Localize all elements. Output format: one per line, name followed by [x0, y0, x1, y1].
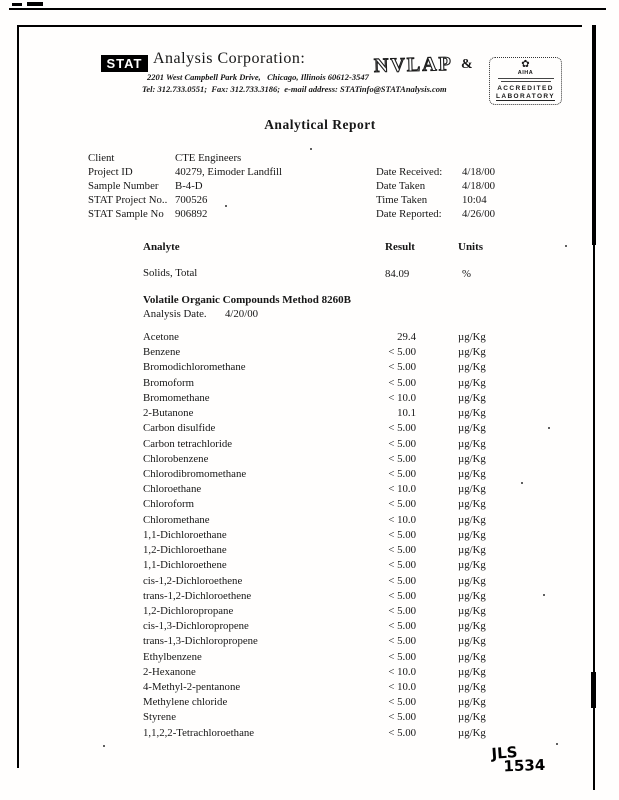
aiha-fine-print-line — [498, 78, 554, 80]
table-row — [143, 391, 503, 406]
scan-noise — [103, 745, 105, 747]
table-row — [143, 650, 503, 665]
info-row — [376, 165, 495, 179]
info-label: Sample Number — [88, 180, 159, 193]
analyte-result: < 5.00 — [388, 650, 416, 663]
analyte-units: µg/Kg — [458, 559, 486, 572]
analyte-name: cis-1,2-Dichloroethene — [143, 574, 243, 587]
analyte-name: Chloroethane — [143, 483, 202, 496]
analyte-name: 2-Hexanone — [143, 665, 196, 678]
analyte-result: < 10.0 — [388, 665, 416, 678]
table-row — [143, 360, 503, 375]
aiha-flower-icon: ✿ — [521, 59, 530, 70]
company-name: Analysis Corporation: — [153, 50, 306, 67]
scan-dash — [12, 3, 22, 6]
analyte-name: Styrene — [143, 711, 176, 724]
info-label: Project ID — [88, 166, 133, 179]
analyte-result: < 5.00 — [388, 726, 416, 739]
table-row — [143, 604, 503, 619]
analyte-result: < 10.0 — [388, 483, 416, 496]
analyte-name: Chloromethane — [143, 513, 210, 526]
analyte-result: < 5.00 — [388, 620, 416, 633]
analyte-result: < 5.00 — [388, 604, 416, 617]
analyte-units: µg/Kg — [458, 331, 486, 343]
table-row — [143, 680, 503, 695]
analyte-result: < 5.00 — [388, 467, 416, 480]
info-row — [88, 179, 282, 193]
table-row — [143, 421, 503, 436]
analyte-result: < 5.00 — [388, 498, 416, 511]
table-row — [143, 574, 503, 589]
analyte-units: µg/Kg — [458, 665, 486, 678]
table-row — [143, 513, 503, 528]
analyte-units: µg/Kg — [458, 681, 486, 694]
info-row — [88, 151, 282, 165]
page-border-right — [592, 25, 596, 245]
analysis-date-row — [143, 308, 258, 320]
stat-logo: STAT — [101, 55, 148, 72]
table-row — [143, 452, 503, 467]
table-row — [143, 726, 503, 741]
analyte-name: Benzene — [143, 346, 181, 359]
analyte-name: cis-1,3-Dichloropropene — [143, 620, 249, 633]
info-value: 40279, Eimoder Landfill — [175, 166, 283, 179]
info-row — [88, 207, 282, 221]
analyte-units: µg/Kg — [458, 437, 486, 450]
analyte-result: < 5.00 — [388, 544, 416, 557]
info-label: Client — [88, 152, 115, 164]
table-row — [143, 437, 503, 452]
analysis-date-label: Analysis Date. — [143, 308, 207, 320]
report-title: Analytical Report — [264, 117, 376, 132]
info-value: 4/26/00 — [462, 208, 495, 221]
scan-noise — [521, 482, 523, 484]
analyte-name: Carbon tetrachloride — [143, 437, 233, 450]
info-row — [376, 207, 495, 221]
analyte-result: < 5.00 — [388, 376, 416, 389]
info-row — [376, 179, 495, 193]
analyte-units: µg/Kg — [458, 696, 486, 709]
info-value: 4/18/00 — [462, 180, 495, 193]
info-label: STAT Sample No — [88, 208, 164, 221]
analyte-result: < 5.00 — [388, 422, 416, 435]
company-address: 2201 West Campbell Park Drive, Chicago, Illinois 60612-3547 — [147, 72, 369, 82]
aiha-laboratory-label: LABORATORY — [495, 93, 556, 100]
analyte-units: µg/Kg — [458, 498, 486, 511]
analyte-name: 1,1-Dichloroethane — [143, 528, 227, 541]
table-row — [143, 589, 503, 604]
analyte-result: 10.1 — [397, 407, 416, 420]
solids-result: 84.09 — [385, 268, 410, 280]
nvlap-logo: NVLAP — [373, 52, 454, 78]
handwritten-note-line: JLS — [490, 743, 519, 763]
analyte-result: < 5.00 — [388, 635, 416, 648]
analyte-name: Bromoform — [143, 376, 194, 389]
info-value: CTE Engineers — [175, 152, 242, 164]
analyte-result: < 5.00 — [388, 346, 416, 359]
analyte-name: 1,2-Dichloropropane — [143, 604, 234, 617]
scan-noise — [565, 245, 567, 247]
analyte-units: µg/Kg — [458, 650, 486, 663]
analyte-name: Carbon disulfide — [143, 422, 216, 435]
analyte-result: < 5.00 — [388, 361, 416, 374]
page-border-top — [18, 25, 582, 27]
column-header-analyte: Analyte — [143, 241, 180, 253]
analyte-result: < 10.0 — [388, 513, 416, 526]
solids-units: % — [462, 268, 471, 280]
page-border-left — [17, 25, 19, 768]
analyte-units: µg/Kg — [458, 574, 486, 587]
analyte-units: µg/Kg — [458, 726, 486, 739]
analyte-result: < 5.00 — [388, 711, 416, 724]
analyte-units: µg/Kg — [458, 635, 486, 648]
voc-table — [143, 330, 503, 741]
analyte-units: µg/Kg — [458, 589, 486, 602]
scan-edge-line — [9, 8, 606, 10]
column-header-result: Result — [385, 241, 415, 253]
analyte-name: Methylene chloride — [143, 696, 228, 709]
table-row — [143, 330, 503, 345]
analyte-name: Chloroform — [143, 498, 194, 511]
column-header-units: Units — [458, 241, 484, 253]
analyte-name: 4-Methyl-2-pentanone — [143, 681, 241, 694]
table-row — [143, 558, 503, 573]
handwritten-note — [491, 742, 546, 776]
analyte-units: µg/Kg — [458, 604, 486, 617]
analyte-result: < 5.00 — [388, 574, 416, 587]
analyte-units: µg/Kg — [458, 452, 486, 465]
analyte-result: < 5.00 — [388, 452, 416, 465]
analyte-name: Bromomethane — [143, 391, 210, 404]
analyte-units: µg/Kg — [458, 620, 486, 633]
table-row — [143, 695, 503, 710]
analyte-name: 1,2-Dichloroethane — [143, 544, 227, 557]
handwritten-note-line: 1534 — [503, 755, 546, 776]
table-row — [143, 345, 503, 360]
analyte-name: Ethylbenzene — [143, 650, 202, 663]
ampersand: & — [461, 57, 473, 72]
table-row — [143, 634, 503, 649]
scan-dash — [27, 2, 43, 6]
analysis-date-value: 4/20/00 — [225, 308, 258, 320]
table-row — [143, 467, 503, 482]
analyte-result: < 10.0 — [388, 681, 416, 694]
table-row — [143, 376, 503, 391]
aiha-fine-print-line — [501, 81, 551, 83]
analyte-result: < 5.00 — [388, 528, 416, 541]
analyte-result: < 5.00 — [388, 559, 416, 572]
info-value: 906892 — [175, 208, 208, 221]
analyte-result: < 5.00 — [388, 589, 416, 602]
voc-section-title: Volatile Organic Compounds Method 8260B — [143, 294, 352, 306]
scan-noise — [310, 148, 312, 150]
table-row — [143, 528, 503, 543]
analyte-units: µg/Kg — [458, 467, 486, 480]
analyte-result: 29.4 — [397, 331, 416, 343]
info-row — [376, 193, 495, 207]
analyte-name: 2-Butanone — [143, 407, 194, 420]
analyte-units: µg/Kg — [458, 483, 486, 496]
analyte-units: µg/Kg — [458, 361, 486, 374]
scan-noise — [543, 594, 545, 596]
analyte-units: µg/Kg — [458, 391, 486, 404]
info-label: Date Received: — [376, 166, 443, 178]
info-row — [88, 165, 282, 179]
analyte-units: µg/Kg — [458, 346, 486, 359]
page-border-right — [591, 672, 596, 708]
analyte-units: µg/Kg — [458, 376, 486, 389]
analyte-result: < 10.0 — [388, 391, 416, 404]
analyte-name: 1,1,2,2-Tetrachloroethane — [143, 726, 255, 739]
info-right — [376, 165, 495, 221]
table-row — [143, 497, 503, 512]
analyte-name: Chlorobenzene — [143, 452, 209, 465]
info-value: B-4-D — [175, 180, 203, 193]
aiha-accreditation-seal — [489, 57, 562, 105]
analyte-name: 1,1-Dichloroethene — [143, 559, 227, 572]
info-label: STAT Project No.. — [88, 194, 168, 207]
info-label: Time Taken — [376, 194, 428, 207]
scan-noise — [556, 743, 558, 745]
analyte-units: µg/Kg — [458, 711, 486, 724]
analyte-name: Chlorodibromomethane — [143, 467, 247, 480]
analyte-units: µg/Kg — [458, 407, 486, 420]
info-value: 10:04 — [462, 194, 487, 207]
table-row — [143, 406, 503, 421]
analyte-units: µg/Kg — [458, 513, 486, 526]
analyte-units: µg/Kg — [458, 528, 486, 541]
analyte-name: trans-1,2-Dichloroethene — [143, 589, 252, 602]
table-row — [143, 482, 503, 497]
analyte-result: < 5.00 — [388, 696, 416, 709]
analyte-units: µg/Kg — [458, 544, 486, 557]
info-label: Date Reported: — [376, 208, 442, 221]
info-value: 700526 — [175, 194, 208, 207]
analyte-name: Bromodichloromethane — [143, 361, 246, 374]
info-label: Date Taken — [376, 180, 426, 193]
analyte-result: < 5.00 — [388, 437, 416, 450]
analyte-units: µg/Kg — [458, 422, 486, 435]
table-row — [143, 665, 503, 680]
analyte-name: Acetone — [143, 331, 179, 343]
table-row — [143, 619, 503, 634]
company-contact: Tel: 312.733.0551; Fax: 312.733.3186; e-mail address: STATinfo@STATAnalysis.com — [142, 84, 447, 94]
table-row — [143, 543, 503, 558]
solids-analyte: Solids, Total — [143, 267, 198, 279]
table-row — [143, 710, 503, 725]
aiha-name: AIHA — [517, 70, 534, 76]
info-row — [88, 193, 282, 207]
info-left — [88, 151, 282, 221]
aiha-accredited-label: ACCREDITED — [497, 85, 554, 92]
scan-noise — [548, 427, 550, 429]
info-value: 4/18/00 — [462, 166, 495, 178]
analyte-name: trans-1,3-Dichloropropene — [143, 635, 258, 648]
